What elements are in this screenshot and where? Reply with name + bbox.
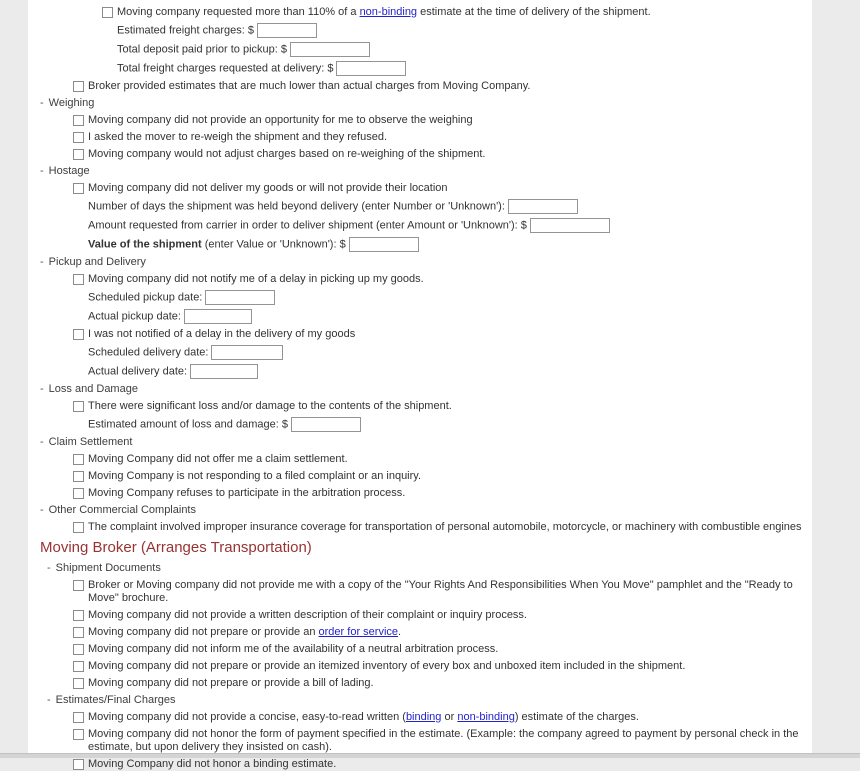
- actual-delivery-field-row: [28, 364, 804, 379]
- pickup-delay-checkbox[interactable]: [73, 274, 84, 285]
- complaint-item-binding-estimate-not-honored: [28, 758, 804, 771]
- pamphlet-not-provided-checkbox[interactable]: [73, 580, 84, 591]
- total-freight-delivery-input[interactable]: [336, 61, 406, 76]
- complaint-item-no-order-for-service: [28, 626, 804, 639]
- no-bill-of-lading-label: Moving company did not prepare or provide a bill of lading.: [88, 677, 374, 689]
- goods-not-delivered-checkbox[interactable]: [73, 183, 84, 194]
- section-title: Shipment Documents: [55, 562, 161, 574]
- adjust-charges-label: Moving company would not adjust charges based on re-weighing of the shipment.: [88, 148, 486, 160]
- loss-damage-amount-input[interactable]: [291, 417, 361, 432]
- actual-pickup-label: Actual pickup date:: [88, 310, 181, 323]
- total-freight-label: Total freight charges requested at delivery: $: [117, 62, 334, 75]
- significant-loss-label: There were significant loss and/or damage to the contents of the shipment.: [88, 400, 452, 412]
- no-bill-of-lading-checkbox[interactable]: [73, 678, 84, 689]
- collapse-icon[interactable]: -: [47, 562, 51, 574]
- complaint-form-content: [28, 0, 812, 770]
- section-shipment-documents[interactable]: [28, 562, 804, 575]
- complaint-item-requested-more-110: [28, 6, 804, 19]
- no-arbitration-info-checkbox[interactable]: [73, 644, 84, 655]
- no-inventory-checkbox[interactable]: [73, 661, 84, 672]
- scheduled-delivery-field-row: [28, 345, 804, 360]
- order-for-service-link[interactable]: order for service: [318, 626, 399, 638]
- collapse-icon[interactable]: -: [40, 504, 44, 516]
- binding-link[interactable]: binding: [405, 711, 442, 723]
- section-title: Hostage: [48, 165, 90, 177]
- shipment-value-label: (enter Value or 'Unknown'): $: [201, 238, 346, 251]
- text-segment: Moving company did not provide a concise, easy-to-read written (: [88, 711, 406, 723]
- hostage-days-field-row: [28, 199, 804, 214]
- loss-amount-field-row: [28, 417, 804, 432]
- loss-amount-label: Estimated amount of loss and damage: $: [88, 418, 288, 431]
- section-loss-and-damage[interactable]: [28, 383, 804, 396]
- complaint-item-significant-loss: [28, 400, 804, 413]
- complaint-item-observe-weighing: [28, 114, 804, 127]
- delivery-delay-checkbox[interactable]: [73, 329, 84, 340]
- actual-delivery-label: Actual delivery date:: [88, 365, 188, 378]
- text-segment: Moving company did not prepare or provide an: [88, 626, 319, 638]
- no-arbitration-info-label: Moving company did not inform me of the availability of a neutral arbitration process.: [88, 643, 499, 655]
- bottom-border-bar: [0, 753, 860, 758]
- complaint-item-improper-insurance: [28, 521, 804, 534]
- collapse-icon[interactable]: -: [47, 694, 51, 706]
- complaint-item-no-written-estimate: [28, 711, 804, 724]
- requested-more-110-label: [117, 6, 804, 19]
- complaint-item-pickup-delay: [28, 273, 804, 286]
- collapse-icon[interactable]: -: [40, 436, 44, 448]
- text-segment: Moving company requested more than 110% of a: [117, 6, 360, 18]
- non-binding-link[interactable]: non-binding: [457, 711, 515, 723]
- payment-form-not-honored-checkbox[interactable]: [73, 729, 84, 740]
- total-deposit-label: Total deposit paid prior to pickup: $: [117, 43, 287, 56]
- hostage-amount-field-row: [28, 218, 804, 233]
- text-segment: .: [398, 626, 402, 638]
- non-binding-link[interactable]: non-binding: [359, 6, 418, 18]
- binding-estimate-not-honored-checkbox[interactable]: [73, 759, 84, 770]
- no-written-estimate-checkbox[interactable]: [73, 712, 84, 723]
- complaint-item-not-responding: [28, 470, 804, 483]
- section-title: Loss and Damage: [48, 383, 138, 395]
- binding-estimate-not-honored-label: Moving Company did not honor a binding estimate.: [88, 758, 337, 770]
- section-title: Weighing: [48, 97, 95, 109]
- no-order-for-service-label: [88, 626, 804, 639]
- moving-broker-heading: Moving Broker (Arranges Transportation): [40, 539, 312, 556]
- collapse-icon[interactable]: -: [40, 165, 44, 177]
- complaint-item-refuses-arbitration: [28, 487, 804, 500]
- total-deposit-input[interactable]: [290, 42, 370, 57]
- section-hostage[interactable]: [28, 165, 804, 178]
- collapse-icon[interactable]: -: [40, 383, 44, 395]
- scheduled-delivery-date-input[interactable]: [211, 345, 283, 360]
- collapse-icon[interactable]: -: [40, 97, 44, 109]
- adjust-charges-checkbox[interactable]: [73, 149, 84, 160]
- scheduled-pickup-label: Scheduled pickup date:: [88, 291, 203, 304]
- no-claim-settlement-checkbox[interactable]: [73, 454, 84, 465]
- complaint-item-adjust-charges: [28, 148, 804, 161]
- not-responding-label: Moving Company is not responding to a filed complaint or an inquiry.: [88, 470, 422, 482]
- requested-more-110-checkbox[interactable]: [102, 7, 113, 18]
- section-title: Claim Settlement: [48, 436, 133, 448]
- complaint-item-delivery-delay: [28, 328, 804, 341]
- shipment-value-bold-label: Value of the shipment: [88, 238, 202, 251]
- no-order-for-service-checkbox[interactable]: [73, 627, 84, 638]
- significant-loss-checkbox[interactable]: [73, 401, 84, 412]
- payment-form-not-honored-label: Moving company did not honor the form of payment specified in the estimate. (Example: the company agreed to payment by personal check in the estimate, but upon delivery they insisted on cash).: [88, 728, 799, 753]
- hostage-amount-label: Amount requested from carrier in order to deliver shipment (enter Amount or 'Unknown'): $: [88, 219, 527, 232]
- no-inventory-label: Moving company did not prepare or provide an itemized inventory of every box and unboxed item included in the shipment.: [88, 660, 686, 672]
- complaint-item-no-bill-of-lading: [28, 677, 804, 690]
- improper-insurance-label: The complaint involved improper insurance coverage for transportation of personal automobile, motorcycle, or machinery with combustible engines: [88, 521, 802, 533]
- pamphlet-not-provided-label: Broker or Moving company did not provide me with a copy of the "Your Rights And Responsibilities When You Move" pamphlet and the "Ready to Move" brochure.: [88, 579, 793, 604]
- delivery-delay-label: I was not notified of a delay in the delivery of my goods: [88, 328, 356, 340]
- no-written-description-label: Moving company did not provide a written description of their complaint or inquiry process.: [88, 609, 527, 621]
- observe-weighing-checkbox[interactable]: [73, 115, 84, 126]
- complaint-item-reweigh-refused: [28, 131, 804, 144]
- total-freight-field-row: [28, 61, 804, 76]
- refuses-arbitration-label: Moving Company refuses to participate in the arbitration process.: [88, 487, 406, 499]
- hostage-amount-input[interactable]: [530, 218, 610, 233]
- total-deposit-field-row: [28, 42, 804, 57]
- broker-low-estimates-checkbox[interactable]: [73, 81, 84, 92]
- estimated-freight-field-row: [28, 23, 804, 38]
- complaint-item-goods-not-delivered: [28, 182, 804, 195]
- actual-pickup-field-row: [28, 309, 804, 324]
- shipment-value-input[interactable]: [349, 237, 419, 252]
- refuses-arbitration-checkbox[interactable]: [73, 488, 84, 499]
- section-pickup-and-delivery[interactable]: [28, 256, 804, 269]
- section-claim-settlement[interactable]: [28, 436, 804, 449]
- scheduled-pickup-field-row: [28, 290, 804, 305]
- hostage-days-input[interactable]: [508, 199, 578, 214]
- goods-not-delivered-label: Moving company did not deliver my goods or will not provide their location: [88, 182, 448, 194]
- no-written-description-checkbox[interactable]: [73, 610, 84, 621]
- complaint-item-no-arbitration-info: [28, 643, 804, 656]
- collapse-icon[interactable]: -: [40, 256, 44, 268]
- actual-delivery-date-input[interactable]: [190, 364, 258, 379]
- text-segment: or: [441, 711, 458, 723]
- section-weighing[interactable]: [28, 97, 804, 110]
- actual-pickup-date-input[interactable]: [184, 309, 252, 324]
- section-other-commercial-complaints[interactable]: [28, 504, 804, 517]
- shipment-value-field-row: [28, 237, 804, 252]
- section-title: Estimates/Final Charges: [55, 694, 176, 706]
- improper-insurance-checkbox[interactable]: [73, 522, 84, 533]
- complaint-item-no-inventory: [28, 660, 804, 673]
- section-title: Other Commercial Complaints: [48, 504, 196, 516]
- complaint-item-broker-low-estimates: [28, 80, 804, 93]
- section-estimates-final-charges[interactable]: [28, 694, 804, 707]
- reweigh-refused-label: I asked the mover to re-weigh the shipment and they refused.: [88, 131, 387, 143]
- no-written-estimate-label: [88, 711, 804, 724]
- complaint-item-no-claim-settlement: [28, 453, 804, 466]
- pickup-delay-label: Moving company did not notify me of a delay in picking up my goods.: [88, 273, 424, 285]
- text-segment: estimate at the time of delivery of the shipment.: [417, 6, 651, 18]
- complaint-item-pamphlet-not-provided: [28, 579, 804, 605]
- broker-low-estimates-label: Broker provided estimates that are much lower than actual charges from Moving Company.: [88, 80, 531, 92]
- estimated-freight-charges-input[interactable]: [257, 23, 317, 38]
- no-claim-settlement-label: Moving Company did not offer me a claim settlement.: [88, 453, 348, 465]
- estimated-freight-label: Estimated freight charges: $: [117, 24, 254, 37]
- scheduled-pickup-date-input[interactable]: [205, 290, 275, 305]
- complaint-item-payment-form-not-honored: [28, 728, 804, 754]
- hostage-days-label: Number of days the shipment was held beyond delivery (enter Number or 'Unknown'):: [88, 200, 505, 213]
- text-segment: ) estimate of the charges.: [514, 711, 639, 723]
- section-title: Pickup and Delivery: [48, 256, 146, 268]
- reweigh-refused-checkbox[interactable]: [73, 132, 84, 143]
- not-responding-checkbox[interactable]: [73, 471, 84, 482]
- scheduled-delivery-label: Scheduled delivery date:: [88, 346, 209, 359]
- observe-weighing-label: Moving company did not provide an opportunity for me to observe the weighing: [88, 114, 473, 126]
- complaint-item-no-written-description: [28, 609, 804, 622]
